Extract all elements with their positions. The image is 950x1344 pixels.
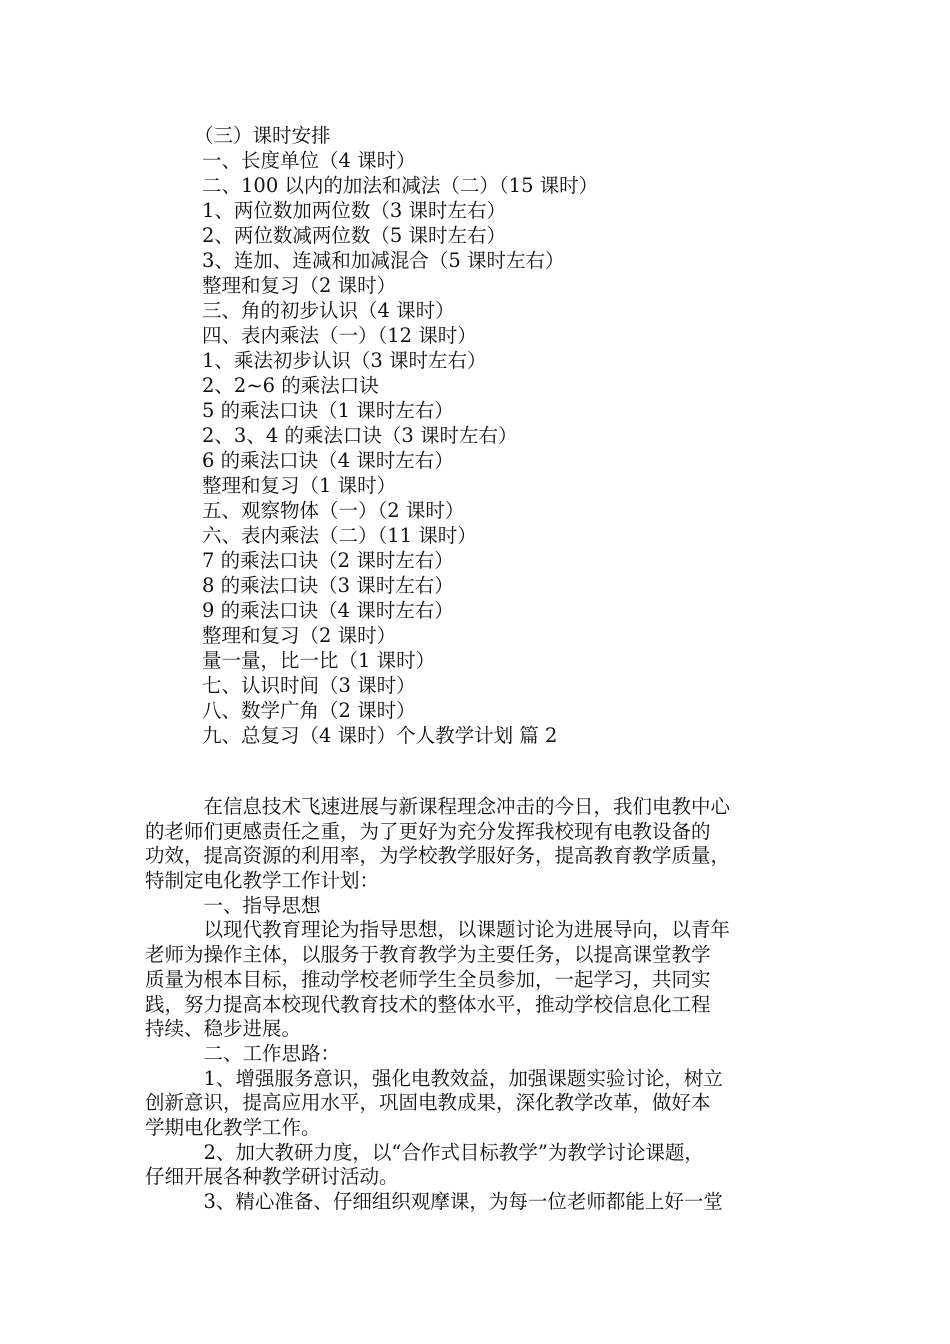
body-line: 质量为根本目标，推动学校老师学生全员参加，一起学习，共同实 [145,967,711,991]
schedule-item: 一、长度单位（4 课时） [202,149,416,172]
schedule-item: 九、总复习（4 课时）个人教学计划 篇 2 [202,724,558,747]
schedule-item: 六、表内乘法（二）（11 课时） [202,524,477,547]
schedule-item: 七、认识时间（3 课时） [202,674,416,697]
schedule-item: 1、乘法初步认识（3 课时左右） [202,349,487,372]
body-text [145,795,825,1215]
body-line: 功效，提高资源的利用率，为学校教学服好务，提高教育教学质量， [145,844,731,868]
schedule-item: 6 的乘法口诀（4 课时左右） [202,449,454,472]
lesson-schedule-list [194,123,599,748]
schedule-item: 整理和复习（2 课时） [202,624,397,647]
schedule-item: 2、3、4 的乘法口诀（3 课时左右） [202,424,518,447]
schedule-item: 量一量，比一比（1 课时） [202,649,436,672]
section-heading: 一、指导思想 [145,893,321,917]
schedule-item: 5 的乘法口诀（1 课时左右） [202,399,454,422]
schedule-item: 7 的乘法口诀（2 课时左右） [202,549,454,572]
schedule-heading: （三）课时安排 [194,124,331,147]
schedule-item: 8 的乘法口诀（3 课时左右） [202,574,454,597]
schedule-item: 2、两位数减两位数（5 课时左右） [202,224,507,247]
schedule-item: 五、观察物体（一）（2 课时） [202,499,465,522]
body-line: 以现代教育理论为指导思想，以课题讨论为进展导向，以青年 [145,918,731,942]
body-line: 老师为操作主体，以服务于教育教学为主要任务，以提高课堂教学 [145,943,711,967]
schedule-item: 整理和复习（2 课时） [202,274,397,297]
body-line: 3、精心准备、仔细组织观摩课，为每一位老师都能上好一堂 [145,1190,723,1213]
body-line: 在信息技术飞速进展与新课程理念冲击的今日，我们电教中心 [145,795,731,818]
schedule-item: 1、两位数加两位数（3 课时左右） [202,199,507,222]
schedule-item: 三、角的初步认识（4 课时） [202,299,455,322]
schedule-item: 3、连加、连减和加减混合（5 课时左右） [202,249,565,272]
schedule-item: 9 的乘法口诀（4 课时左右） [202,599,454,622]
body-line: 创新意识，提高应用水平，巩固电教成果，深化教学改革，做好本 [145,1091,711,1115]
body-line: 的老师们更感责任之重，为了更好为充分发挥我校现有电教设备的 [145,819,711,843]
section-heading: 二、工作思路： [145,1041,341,1065]
body-line: 2、加大教研力度，以“合作式目标教学”为教学讨论课题， [145,1140,704,1164]
body-line: 践，努力提高本校现代教育技术的整体水平，推动学校信息化工程 [145,992,711,1016]
body-line: 特制定电化教学工作计划： [145,869,380,893]
schedule-item: 二、100 以内的加法和减法（二）（15 课时） [202,174,599,197]
schedule-item: 八、数学广角（2 课时） [202,699,416,722]
body-line: 学期电化教学工作。 [145,1115,321,1139]
schedule-item: 整理和复习（1 课时） [202,474,397,497]
body-line: 仔细开展各种教学研讨活动。 [145,1165,399,1189]
schedule-item: 四、表内乘法（一）（12 课时） [202,324,477,347]
body-line: 持续、稳步进展。 [145,1017,302,1041]
schedule-item: 2、2~6 的乘法口诀 [202,374,379,397]
body-line: 1、增强服务意识，强化电教效益，加强课题实验讨论，树立 [145,1066,723,1090]
